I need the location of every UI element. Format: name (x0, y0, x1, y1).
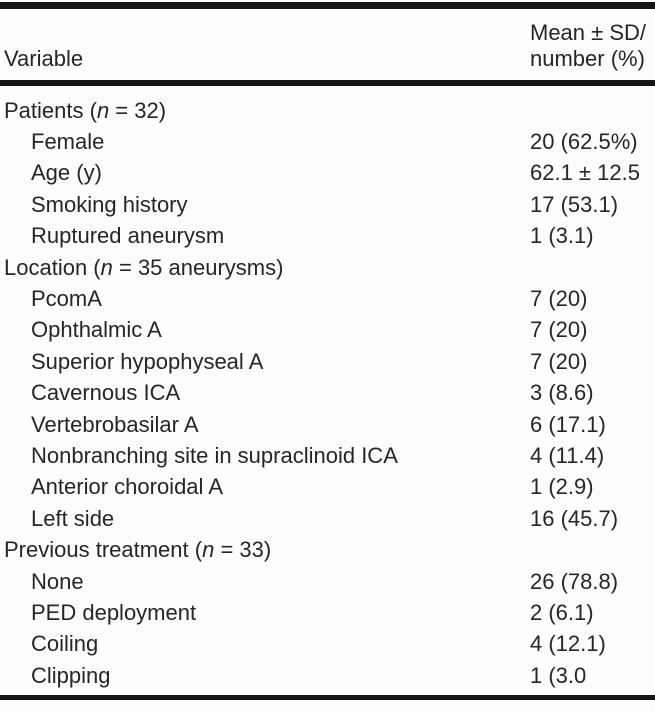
row-label: Clipping (31, 662, 111, 688)
italic-n: n (96, 97, 110, 123)
row-label: Superior hypophyseal A (31, 348, 264, 374)
table-row (0, 378, 655, 409)
row-value: 7 (20) (530, 348, 588, 374)
value-column-header (530, 20, 655, 72)
table-header (0, 9, 655, 80)
bottom-rule (0, 695, 655, 700)
group-row (0, 95, 655, 126)
row-value: 7 (20) (530, 317, 588, 343)
table-row (0, 597, 655, 628)
row-label: Age (y) (31, 160, 102, 186)
row-label: Coiling (31, 631, 99, 657)
top-rule (0, 2, 655, 9)
characteristics-table (0, 2, 655, 700)
group-row (0, 534, 655, 565)
table-row (0, 629, 655, 660)
row-value: 3 (8.6) (530, 380, 594, 406)
value-header-line1: Mean ± SD/ (530, 20, 647, 45)
row-label: PED deployment (31, 599, 197, 625)
table-row (0, 503, 655, 534)
row-value: 1 (3.1) (530, 223, 594, 249)
row-label: Left side (31, 505, 115, 531)
table-row (0, 158, 655, 189)
row-value: 26 (78.8) (530, 568, 619, 594)
group-row (0, 252, 655, 283)
row-value: 7 (20) (530, 286, 588, 312)
table-row (0, 189, 655, 220)
row-label: Previous treatment (n = 33) (4, 537, 272, 563)
table-row (0, 346, 655, 377)
row-value: 1 (3.0 (530, 662, 587, 688)
table-row (0, 566, 655, 597)
row-value: 2 (6.1) (530, 599, 594, 625)
table-body (0, 86, 655, 693)
italic-n: n (100, 254, 113, 280)
table-row (0, 315, 655, 346)
table-row (0, 283, 655, 314)
row-label: Female (31, 129, 105, 155)
row-label: Patients (n = 32) (4, 97, 167, 123)
row-value: 4 (12.1) (530, 631, 606, 657)
row-label: Vertebrobasilar A (31, 411, 199, 437)
table-row (0, 472, 655, 503)
variable-column-header: Variable (4, 46, 84, 71)
table-row (0, 126, 655, 157)
table-row (0, 660, 655, 691)
italic-n: n (202, 537, 215, 563)
row-value: 4 (11.4) (530, 442, 605, 468)
row-label: Nonbranching site in supraclinoid ICA (31, 442, 398, 468)
row-label: Ruptured aneurysm (31, 223, 225, 249)
row-label: Cavernous ICA (31, 380, 181, 406)
row-label: Ophthalmic A (31, 317, 162, 343)
row-label: None (31, 568, 84, 594)
row-value: 16 (45.7) (530, 505, 619, 531)
row-label: PcomA (31, 286, 102, 312)
table-row (0, 440, 655, 471)
row-value: 62.1 ± 12.5 (530, 160, 640, 186)
row-value: 1 (2.9) (530, 474, 594, 500)
table-row (0, 221, 655, 252)
row-value: 20 (62.5%) (530, 129, 638, 155)
table-row (0, 409, 655, 440)
row-label: Smoking history (31, 191, 188, 217)
value-header-line2: number (%) (530, 46, 645, 71)
row-value: 17 (53.1) (530, 191, 619, 217)
row-value: 6 (17.1) (530, 411, 606, 437)
row-label: Anterior choroidal A (31, 474, 223, 500)
row-label: Location (n = 35 aneurysms) (4, 254, 284, 280)
